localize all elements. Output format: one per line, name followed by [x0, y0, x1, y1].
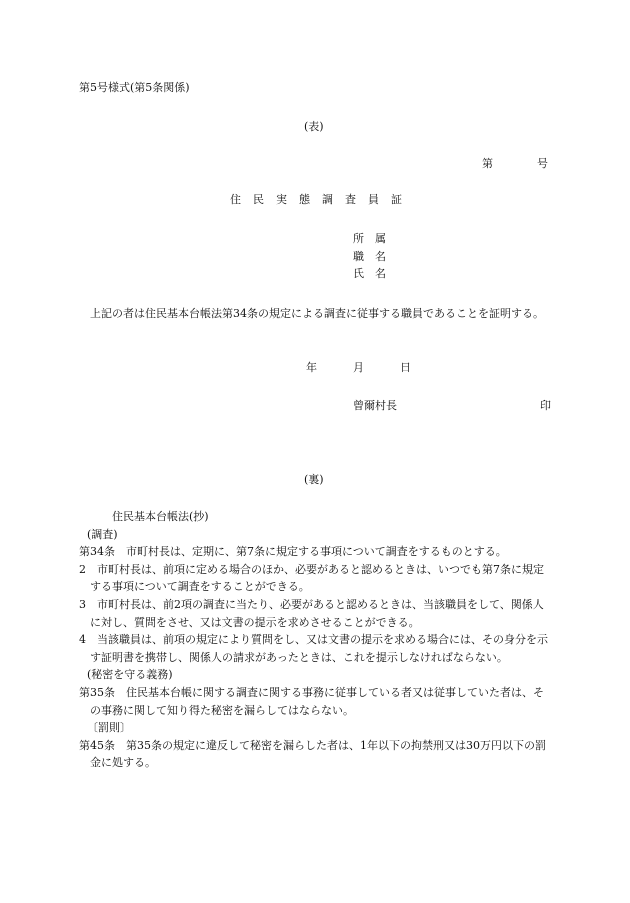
field-char: 所	[353, 232, 364, 245]
certificate-title	[230, 193, 414, 208]
back-side-label: (裏)	[304, 473, 324, 486]
article-34-paragraph-2: 2 市町村長は、前項に定める場合のほか、必要があると認めるときは、いつでも第7条に規定する事項について調査をすることができる。	[79, 562, 544, 594]
article-35: 第35条 住民基本台帳に関する調査に関する事務に従事している者又は従事していた者は、その事務に関して知り得た秘密を漏らしてはならない。	[79, 685, 544, 717]
field-char: 氏	[353, 267, 364, 280]
field-char: 名	[375, 250, 386, 263]
article-34-paragraph-3: 3 市町村長は、前2項の調査に当たり、必要があると認めるときは、当該職員をして、関係人に対し、質問をさせ、又は文書の提示を求めさせることができる。	[79, 597, 544, 629]
issue-date	[306, 361, 411, 376]
field-affiliation	[353, 232, 386, 247]
section-caption: (秘密を守る義務)	[87, 668, 173, 682]
title-char: 査	[345, 193, 356, 206]
form-number: 第5号様式(第5条関係)	[79, 81, 190, 94]
title-char: 実	[276, 193, 287, 206]
article-34: 第34条 市町村長は、定期に、第7条に規定する事項について調査をするものとする。	[79, 545, 507, 559]
law-excerpt	[79, 508, 552, 772]
title-char: 民	[253, 193, 264, 206]
title-char: 調	[322, 193, 333, 206]
field-char: 属	[375, 232, 386, 245]
number-suffix: 号	[537, 157, 548, 170]
number-prefix: 第	[482, 157, 493, 170]
section-caption: 〔罰則〕	[87, 721, 131, 735]
certification-statement: 上記の者は住民基本台帳法第34条の規定による調査に従事する職員であることを証明する。	[90, 307, 544, 320]
date-day: 日	[400, 361, 411, 374]
title-char: 住	[230, 193, 241, 206]
title-char: 態	[299, 193, 310, 206]
certificate-number	[482, 157, 548, 172]
article-45: 第45条 第35条の規定に違反して秘密を漏らした者は、1年以下の拘禁刑又は30万円以下の罰金に処する。	[79, 738, 546, 770]
section-caption: (調査)	[87, 527, 118, 541]
front-side-label: (表)	[304, 120, 324, 133]
law-title: 住民基本台帳法(抄)	[112, 510, 209, 523]
field-name	[353, 267, 386, 282]
field-position	[353, 250, 386, 265]
date-month: 月	[353, 361, 364, 374]
date-year: 年	[306, 361, 317, 374]
issuer: 曾爾村長	[353, 399, 397, 412]
title-char: 員	[368, 193, 379, 206]
field-char: 職	[353, 250, 364, 263]
title-char: 証	[391, 193, 402, 206]
field-char: 名	[375, 267, 386, 280]
article-34-paragraph-4: 4 当該職員は、前項の規定により質問をし、又は文書の提示を求める場合には、その身分を示す証明書を携帯し、関係人の請求があったときは、これを提示しなければならない。	[79, 633, 548, 664]
seal-mark: 印	[540, 399, 551, 412]
